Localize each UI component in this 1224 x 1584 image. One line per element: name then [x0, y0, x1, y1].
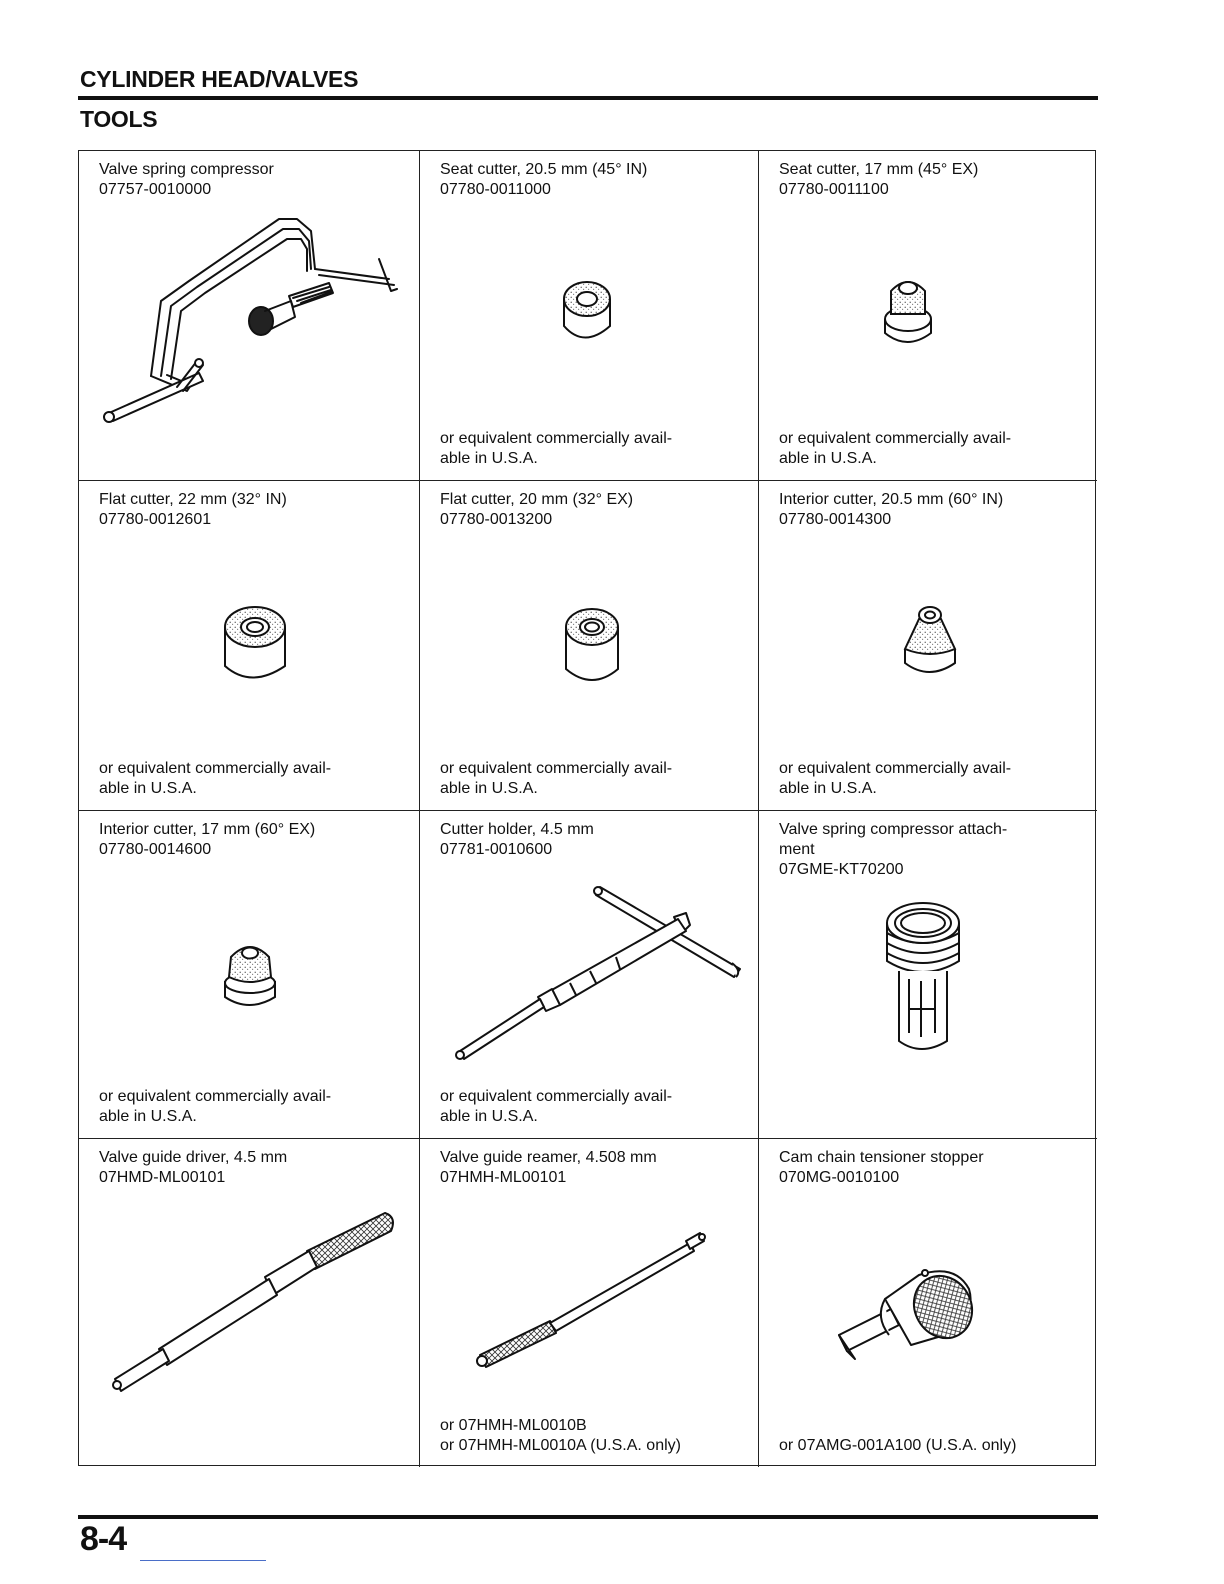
tool-name: Cutter holder, 4.5 mm [440, 821, 594, 838]
tool-number: 070MG-0010100 [779, 1169, 900, 1186]
tool-note: or equivalent commercially avail- able in U.S.A. [779, 760, 1012, 797]
tool-cell-flat-cutter-20 [420, 481, 759, 811]
section-title: CYLINDER HEAD/VALVES [80, 66, 359, 92]
tool-name: Valve spring compressor attach- ment [779, 821, 1008, 858]
tool-cell-flat-cutter-22 [79, 481, 420, 811]
page-number: 8-4 [80, 1520, 127, 1558]
tool-number: 07HMH-ML00101 [440, 1169, 567, 1186]
tool-number: 07780-0014600 [99, 841, 212, 858]
footer-rule [78, 1515, 1098, 1519]
tool-name: Seat cutter, 20.5 mm (45° IN) [440, 161, 648, 178]
tool-number: 07757-0010000 [99, 181, 212, 198]
tool-name: Seat cutter, 17 mm (45° EX) [779, 161, 979, 178]
page-heading: TOOLS [80, 106, 158, 132]
compressor-attachment-icon [759, 811, 1095, 1139]
tool-note: or equivalent commercially avail- able in U.S.A. [440, 430, 673, 467]
tool-name: Interior cutter, 20.5 mm (60° IN) [779, 491, 1004, 508]
tool-name: Cam chain tensioner stopper [779, 1149, 984, 1166]
tool-number: 07781-0010600 [440, 841, 553, 858]
tool-note: or equivalent commercially avail- able in U.S.A. [440, 760, 673, 797]
tool-name: Valve spring compressor [99, 161, 274, 178]
tool-cell-cutter-holder [420, 811, 759, 1139]
tool-name: Valve guide driver, 4.5 mm [99, 1149, 288, 1166]
tool-note: or equivalent commercially avail- able in U.S.A. [440, 1088, 673, 1125]
tool-note: or equivalent commercially avail- able in U.S.A. [99, 1088, 332, 1125]
valve-spring-compressor-icon [79, 151, 417, 479]
tool-number: 07780-0011100 [779, 181, 889, 198]
tool-cell-seat-cutter-17 [759, 151, 1097, 481]
tool-number: 07780-0011000 [440, 181, 551, 198]
tool-cell-valve-guide-reamer [420, 1139, 759, 1467]
tool-cell-interior-cutter-17 [79, 811, 420, 1139]
tool-note: or 07HMH-ML0010B or 07HMH-ML0010A (U.S.A. only) [440, 1417, 681, 1454]
tool-cell-seat-cutter-20-5 [420, 151, 759, 481]
tool-number: 07780-0012601 [99, 511, 212, 528]
tool-note: or equivalent commercially avail- able in U.S.A. [779, 430, 1012, 467]
tool-name: Valve guide reamer, 4.508 mm [440, 1149, 657, 1166]
tool-name: Flat cutter, 22 mm (32° IN) [99, 491, 287, 508]
cam-chain-tensioner-stopper-icon [759, 1139, 1095, 1467]
tool-number: 07GME-KT70200 [779, 861, 904, 878]
header-rule [78, 96, 1098, 100]
tool-number: 07780-0014300 [779, 511, 892, 528]
tool-note: or equivalent commercially avail- able in U.S.A. [99, 760, 332, 797]
tool-cell-compressor-attachment [759, 811, 1097, 1139]
tool-cell-valve-guide-driver [79, 1139, 420, 1467]
tool-cell-valve-spring-compressor [79, 151, 420, 481]
tool-name: Interior cutter, 17 mm (60° EX) [99, 821, 316, 838]
footer-underline [140, 1560, 266, 1561]
valve-guide-driver-icon [79, 1139, 417, 1467]
tool-cell-cam-chain-tensioner-stopper [759, 1139, 1097, 1467]
tools-table [78, 150, 1096, 1466]
tool-number: 07780-0013200 [440, 511, 553, 528]
tool-number: 07HMD-ML00101 [99, 1169, 226, 1186]
tool-cell-interior-cutter-20-5 [759, 481, 1097, 811]
tool-note: or 07AMG-001A100 (U.S.A. only) [779, 1437, 1017, 1454]
tool-name: Flat cutter, 20 mm (32° EX) [440, 491, 634, 508]
